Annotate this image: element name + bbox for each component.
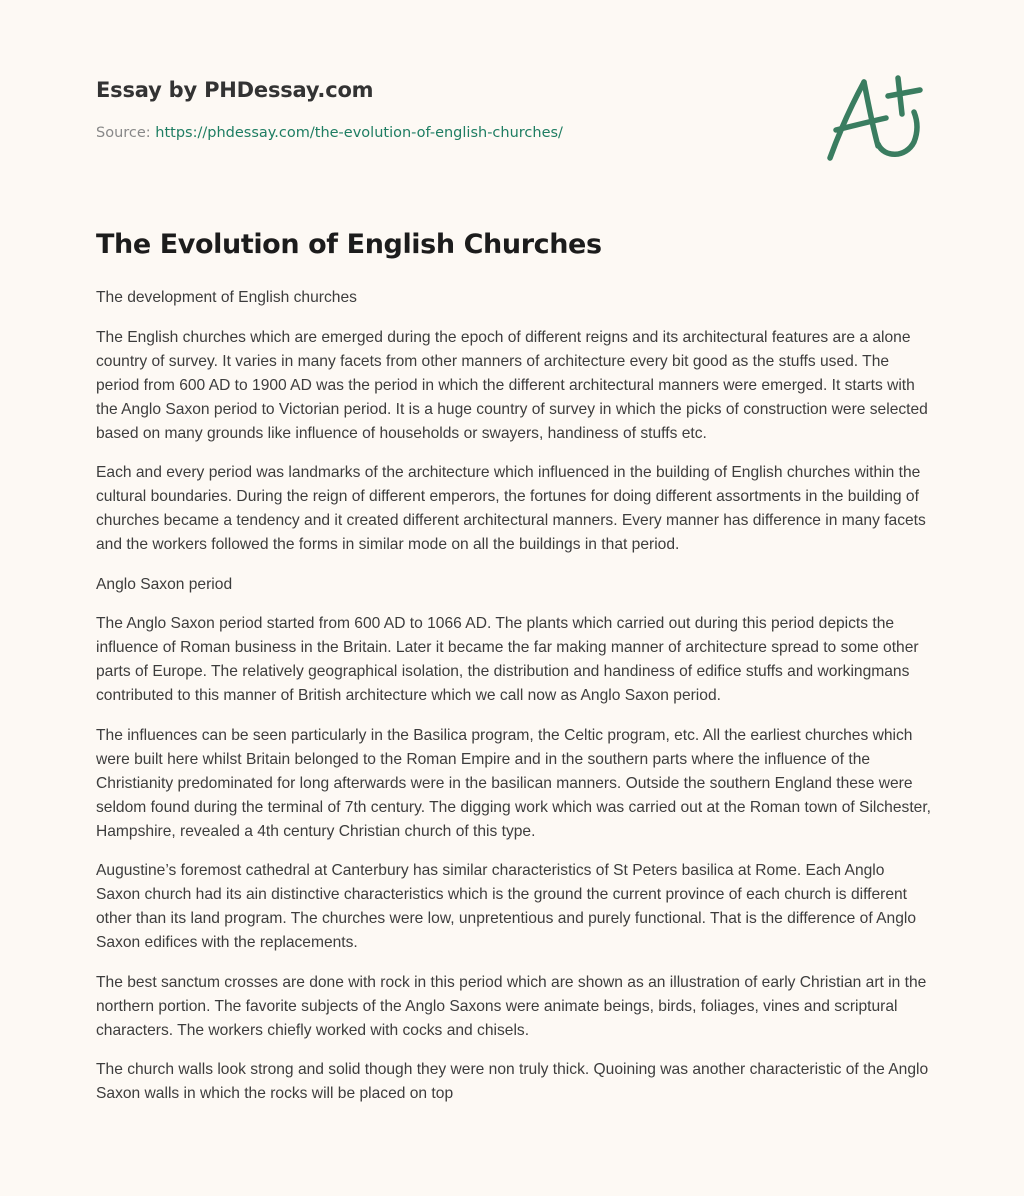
- paragraph: The best sanctum crosses are done with rock in this period which are shown as an illustration of early Christian art in the northern portion. The favorite subjects of the Anglo Saxons were animate beings, birds, foliages, vines and scriptural characters. The workers chiefly worked with cocks and chisels.: [96, 973, 927, 1039]
- source-link[interactable]: https://phdessay.com/the-evolution-of-english-churches/: [155, 125, 563, 141]
- source-label: Source:: [96, 125, 151, 141]
- paragraph: Each and every period was landmarks of the architecture which influenced in the building of English churches within the cultural boundaries. During the reign of different emperors, the fortunes for doing different assortments in the building of churches became a tendency and it created different architectural manners. Every manner has difference in many facets and the workers followed the forms in similar mode on all the buildings in that period.: [96, 464, 926, 553]
- paragraph: The Anglo Saxon period started from 600 AD to 1066 AD. The plants which carried out during this period depicts the influence of Roman business in the Britain. Later it became the far making manner of architecture spread to some other parts of Europe. The relatively geographical isolation, the distribution and handiness of edifice stuffs and workingmans contributed to this manner of British architecture which we call now as Anglo Saxon period.: [96, 615, 919, 704]
- article: [96, 226, 932, 1122]
- paragraph: Augustine’s foremost cathedral at Canterbury has similar characteristics of St Peters basilica at Rome. Each Anglo Saxon church had its ain distinctive characteristics which is the ground the current province of each church is different other than its land program. The churches were low, unpretentious and purely functional. That is the difference of Anglo Saxon edifices with the replacements.: [96, 862, 917, 951]
- section-subheading: The development of English churches: [96, 289, 357, 306]
- brand-title: Essay by PHDessay.com: [96, 78, 374, 102]
- paragraph: The influences can be seen particularly in the Basilica program, the Celtic program, etc. All the earliest churches which were built here whilst Britain belonged to the Roman Empire and in the southern parts where the influence of the Christianity predominated for long afterwards were in the basilican manners. Outside the southern England these were seldom found during the terminal of 7th century. The digging work which was carried out at the Roman town of Silchester, Hampshire, revealed a 4th century Christian church of this type.: [96, 726, 931, 840]
- paragraph: The church walls look strong and solid though they were non truly thick. Quoining was another characteristic of the Anglo Saxon walls in which the rocks will be placed on top: [96, 1061, 929, 1102]
- paragraph: The English churches which are emerged during the epoch of different reigns and its architectural features are a alone country of survey. It varies in many facets from other manners of architecture every bit good as the stuffs used. The period from 600 AD to 1900 AD was the period in which the different architectural manners were emerged. It starts with the Anglo Saxon period to Victorian period. It is a huge country of survey in which the picks of construction were selected based on many grounds like influence of households or swayers, handiness of stuffs etc.: [96, 328, 928, 442]
- article-title: The Evolution of English Churches: [96, 229, 602, 260]
- a-plus-grade-icon: [822, 66, 930, 166]
- source-line: [96, 123, 796, 143]
- page-header: [96, 76, 796, 143]
- section-subheading: Anglo Saxon period: [96, 575, 233, 593]
